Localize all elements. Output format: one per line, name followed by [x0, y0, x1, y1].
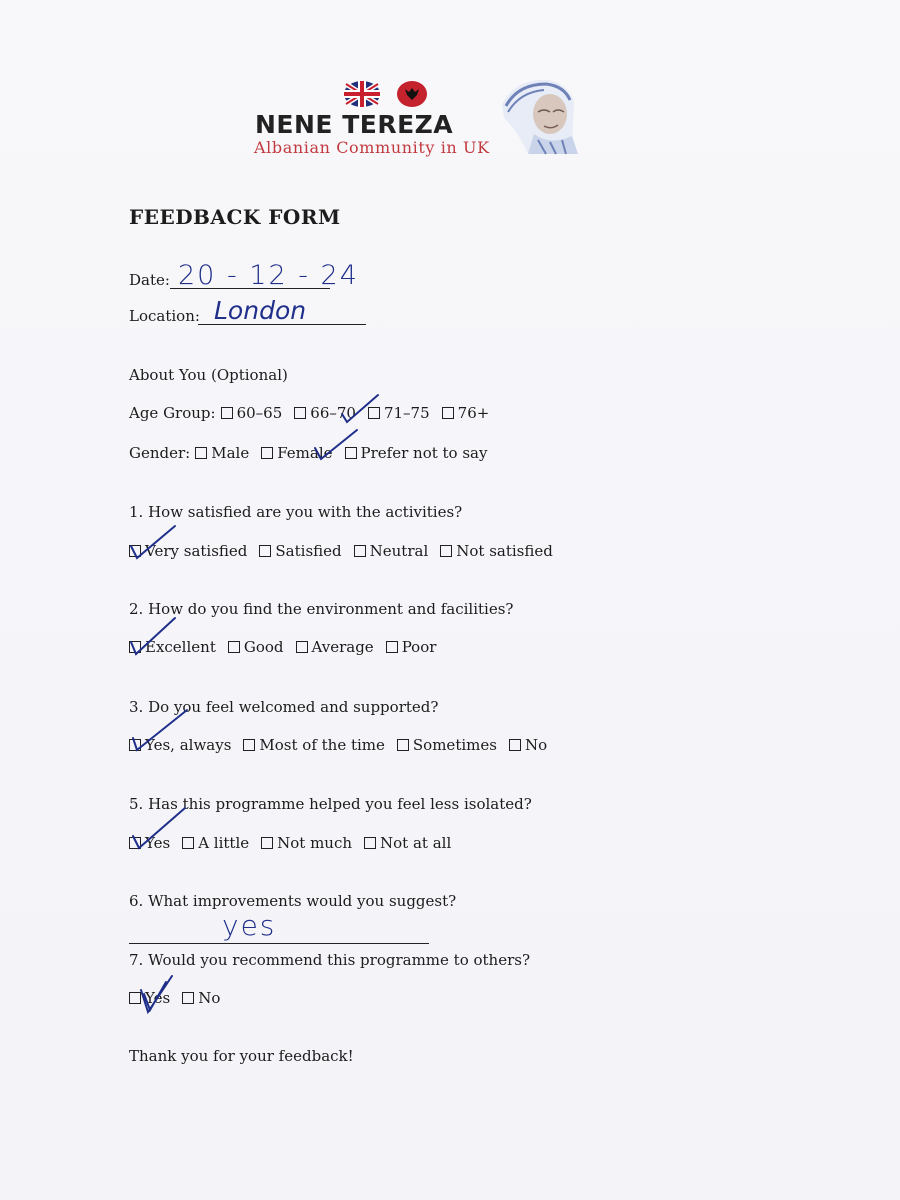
question-5: 5. Has this programme helped you feel less isolated? [129, 795, 532, 813]
option-label: No [524, 736, 548, 754]
checkbox[interactable] [294, 407, 306, 419]
option-label: Poor [401, 638, 437, 656]
option-label: 66–70 [310, 404, 356, 422]
option-label: Not satisfied [456, 542, 553, 560]
checkbox[interactable] [364, 837, 376, 849]
checkbox[interactable] [182, 992, 194, 1004]
option-label: 71–75 [383, 404, 430, 422]
q3-option[interactable] [509, 736, 547, 754]
checkbox[interactable] [440, 545, 452, 557]
closing-text: Thank you for your feedback! [129, 1047, 354, 1065]
checkbox[interactable] [386, 641, 398, 653]
option-label: Yes [145, 834, 171, 852]
q3-option[interactable] [397, 736, 497, 754]
option-label: Neutral [369, 542, 429, 560]
improvements-line [129, 943, 429, 944]
option-label: 60–65 [236, 404, 283, 422]
albania-flag-icon [396, 80, 428, 108]
q3-options [129, 736, 559, 754]
option-label: Good [243, 638, 284, 656]
check-mark-icon [127, 704, 193, 754]
question-3: 3. Do you feel welcomed and supported? [129, 698, 439, 716]
checkbox[interactable] [228, 641, 240, 653]
q1-option[interactable] [259, 542, 341, 560]
option-label: Excellent [145, 638, 216, 656]
checkbox[interactable] [442, 407, 454, 419]
checkbox[interactable] [354, 545, 366, 557]
option-label: Male [211, 444, 250, 462]
improvements-handwritten[interactable]: yes [222, 909, 277, 942]
option-label: Average [311, 638, 374, 656]
check-mark-icon [127, 614, 179, 658]
q1-options [129, 542, 565, 560]
about-you-label: About You (Optional) [129, 366, 288, 384]
question-1: 1. How satisfied are you with the activities? [129, 503, 463, 521]
checkbox[interactable] [261, 837, 273, 849]
check-mark-icon [127, 522, 179, 562]
checkbox[interactable] [296, 641, 308, 653]
option-label: Most of the time [259, 736, 385, 754]
org-name: NENE TEREZA [255, 110, 454, 139]
question-7: 7. Would you recommend this programme to others? [129, 951, 531, 969]
age-group-row [129, 404, 501, 422]
age-option[interactable] [221, 404, 283, 422]
option-label: Yes, always [145, 736, 232, 754]
portrait-image [498, 74, 586, 156]
gender-option[interactable] [345, 444, 488, 462]
check-mark-icon [311, 426, 361, 462]
question-2: 2. How do you find the environment and facilities? [129, 600, 514, 618]
q1-option[interactable] [354, 542, 429, 560]
option-label: Not at all [380, 834, 452, 852]
q7-option[interactable] [182, 989, 220, 1007]
gender-label: Gender: [129, 444, 191, 462]
age-option[interactable] [442, 404, 490, 422]
check-mark-icon [338, 392, 382, 426]
uk-flag-icon [343, 80, 381, 108]
checkbox[interactable] [397, 739, 409, 751]
q2-option[interactable] [386, 638, 437, 656]
q5-option[interactable] [261, 834, 352, 852]
option-label: Very satisfied [145, 542, 248, 560]
q2-option[interactable] [228, 638, 284, 656]
location-label: Location: [129, 307, 200, 325]
q2-option[interactable] [296, 638, 374, 656]
option-label: No [198, 989, 221, 1007]
check-mark-icon [127, 802, 191, 852]
checkbox[interactable] [243, 739, 255, 751]
location-handwritten[interactable]: London [214, 296, 307, 325]
gender-option[interactable] [195, 444, 249, 462]
form-title: FEEDBACK FORM [129, 205, 341, 229]
question-6: 6. What improvements would you suggest? [129, 892, 457, 910]
option-label: Not much [277, 834, 353, 852]
checkbox[interactable] [221, 407, 233, 419]
checkbox[interactable] [509, 739, 521, 751]
option-label: Sometimes [412, 736, 497, 754]
age-group-label: Age Group: [129, 404, 216, 422]
date-handwritten[interactable]: 20 - 12 - 24 [178, 260, 359, 291]
q5-option[interactable] [182, 834, 249, 852]
org-logo [250, 72, 590, 160]
q1-option[interactable] [440, 542, 553, 560]
option-label: 76+ [457, 404, 490, 422]
option-label: Female [277, 444, 333, 462]
org-subtitle: Albanian Community in UK [254, 138, 490, 157]
date-label: Date: [129, 271, 170, 289]
checkbox[interactable] [261, 447, 273, 459]
option-label: A little [198, 834, 250, 852]
option-label: Satisfied [275, 542, 342, 560]
q5-option[interactable] [364, 834, 451, 852]
check-mark-icon [136, 972, 178, 1016]
q3-option[interactable] [243, 736, 385, 754]
checkbox[interactable] [259, 545, 271, 557]
checkbox[interactable] [195, 447, 207, 459]
option-label: Yes [145, 989, 171, 1007]
option-label: Prefer not to say [360, 444, 488, 462]
